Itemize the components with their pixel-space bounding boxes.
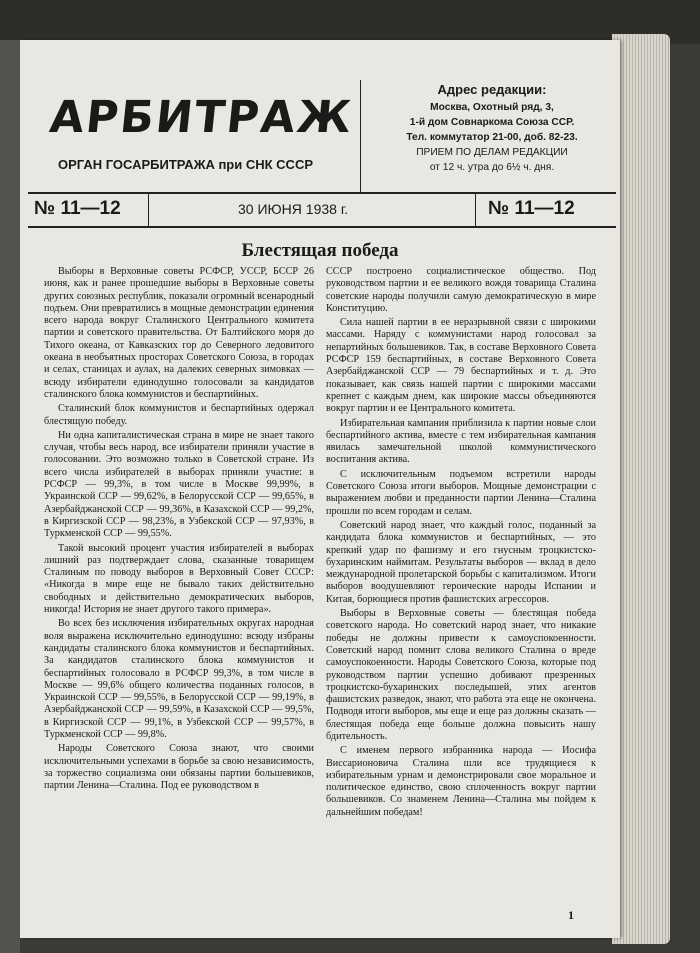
article-paragraph: СССР построено социалистическое общество. Под руководством партии и ее великого вождя товарища Сталина советские народы получили самую демократическую в мире Конституцию. (326, 266, 596, 314)
article-paragraph: Такой высокий процент участия избирателей в выборах лишний раз подтверждает слова, сказанные товарищем Сталиным по поводу выборов в Верховный Совет СССР: «Никогда в мире еще не бывало таких действительно свободных и действительно демократических выборов, никогда! История не знает другого такого примера». (44, 542, 314, 616)
newspaper-page (20, 40, 620, 938)
article-paragraph: Избирательная кампания приблизила к партии новые слои беспартийного актива, вместе с тем избирательная кампания явилась замечательной школой коммунистического воспитания актива. (326, 417, 596, 466)
masthead-divider (360, 80, 361, 194)
binder-top-edge (0, 0, 700, 44)
article-paragraph: Выборы в Верховные советы — блестящая победа советского народа. Но советский народ знает, что никакие победы не должны привести к самоуспокоенности. Советский народ помнит слова великого Сталина о вреде самоуспокоенности. Народы Советского Союза, которые под руководством партии успешно добивают презренных троцкистско-бухаринских последышей, этих агентов фашистских разведок, знают, что работа эта еще не окончена. Подводя итоги выборов, мы еще и еще раз должны сказать — блестящая победа еще больше должна повысить нашу бдительность. (326, 608, 596, 742)
article-paragraph: Ни одна капиталистическая страна в мире не знает такого случая, чтобы весь народ, все избиратели приняли участие в голосовании. Это возможно только в Советской стране. Из всего числа избирателей в выборах приняли участие: в РСФСР — 99,3%, в том числе в Москве 99,99%, в Украинской ССР — 99,62%, в Белорусской ССР — 99,65%, в Азербайджанской ССР — 99,36%, в Казахской ССР — 99,2%, в Киргизской ССР — 98,23%, в Узбекской ССР — 97,93%, в Туркменской ССР — 99,55%. (44, 429, 314, 540)
article-column-left (44, 266, 314, 794)
page-stack-edges (612, 34, 670, 944)
article-headline: Блестящая победа (241, 240, 399, 261)
address-heading: Адрес редакции: (437, 82, 547, 97)
issue-bar (28, 192, 616, 228)
article-paragraph: Советский народ знает, что каждый голос, поданный за кандидата блока коммунистов и беспартийных, — это крепкий удар по фашизму и его гнусным троцкистско-бухаринским наймитам. Результаты выборов — вклад в дело международной пролетарской борьбы с капитализмом. Итоги выборов воодушевляют героические народы Испании и Китая, борющиеся против фашистских агрессоров. (326, 519, 596, 605)
address-line: от 12 ч. утра до 6½ ч. дня. (429, 162, 555, 173)
page-number: 1 (568, 908, 574, 922)
editorial-address (368, 82, 616, 175)
article-paragraph: С именем первого избранника народа — Иосифа Виссарионовича Сталина шли все трудящиеся к избирательным урнам и демонстрировали свое моральное и политическое единство, свою сплоченность вокруг партии большевиков. Со знаменем Ленина—Сталина мы пойдем к дальнейшим победам! (326, 745, 596, 818)
article-paragraph: Выборы в Верховные советы РСФСР, УССР, БССР 26 июня, как и ранее прошедшие выборы в Верховные советы других союзных республик, показали огромный всенародный подъем. Они превратились в мощные демонстрации единения всего народа вокруг Сталинского Центрального комитета партии и советского правительства. От Балтийского моря до Тихого океана, от Кавказских гор до Северного ледовитого океана в необъятных просторах Советского Союза, в городах и селах, станицах и аулах, на далеких северных зимовках — всюду избиратели единодушно голосовали за кандидатов сталинского блока коммунистов и беспартийных. (44, 266, 314, 400)
masthead (20, 40, 620, 200)
address-line: 1-й дом Совнаркома Союза ССР. (409, 117, 575, 128)
article-paragraph: Сталинский блок коммунистов и беспартийных одержал блестящую победу. (44, 403, 314, 427)
article-paragraph: Сила нашей партии в ее неразрывной связи с широкими массами. Наряду с коммунистами народ голосовал за непартийных большевиков. Так, в составе Верховного Совета РСФСР 159 беспартийных, в составе Верховного Совета Азербайджанской ССР — 79 беспартийных и т. д. Это показывает, как связь нашей партии с широкими массами крепнет с каждым днем, как широкие массы объединяются вокруг партии и ее Центрального комитета. (326, 317, 596, 415)
issue-number-right: № 11—12 (488, 198, 575, 219)
address-line: Москва, Охотный ряд, 3, (430, 102, 554, 113)
issue-date: 30 ИЮНЯ 1938 г. (238, 201, 349, 217)
binder-left-edge (0, 40, 20, 953)
newspaper-title: АРБИТРАЖ (47, 92, 356, 143)
address-line: Тел. коммутатор 21-00, доб. 82-23. (406, 132, 578, 143)
issue-bar-divider (475, 194, 476, 226)
issue-number-left: № 11—12 (34, 198, 121, 219)
article-paragraph: Во всех без исключения избирательных округах народная воля выражена исключительно единодушно: всюду избраны кандидаты сталинского блока коммунистов и беспартийных. За кандидатов сталинского блока коммунистов и беспартийных голосовало в РСФСР 99,3%, в том числе в Москве — 99,6% общего количества поданных голосов, в Украинской ССР — 99,55%, в Белорусской ССР — 99,19%, в Азербайджанской ССР — 99,59%, в Казахской ССР — 99,5%, в Киргизской ССР — 99,1%, в Узбекской ССР — 99,57%, в Туркменской ССР — 99,8%. (44, 618, 314, 740)
address-line: ПРИЕМ ПО ДЕЛАМ РЕДАКЦИИ (416, 147, 568, 158)
article-column-right (326, 266, 596, 821)
article-paragraph: Народы Советского Союза знают, что своими исключительными успехами в борьбе за свою независимость, за торжество социализма они обязаны партии большевиков, партии Ленина—Сталина. Под ее руководством в (44, 743, 314, 792)
article-paragraph: С исключительным подъемом встретили народы Советского Союза итоги выборов. Мощные демонстрации с выражением любви и преданности партии Ленина—Сталина прошли по всем городам и селам. (326, 468, 596, 517)
newspaper-subtitle: ОРГАН ГОСАРБИТРАЖА при СНК СССР (58, 157, 314, 172)
issue-bar-divider (148, 194, 149, 226)
